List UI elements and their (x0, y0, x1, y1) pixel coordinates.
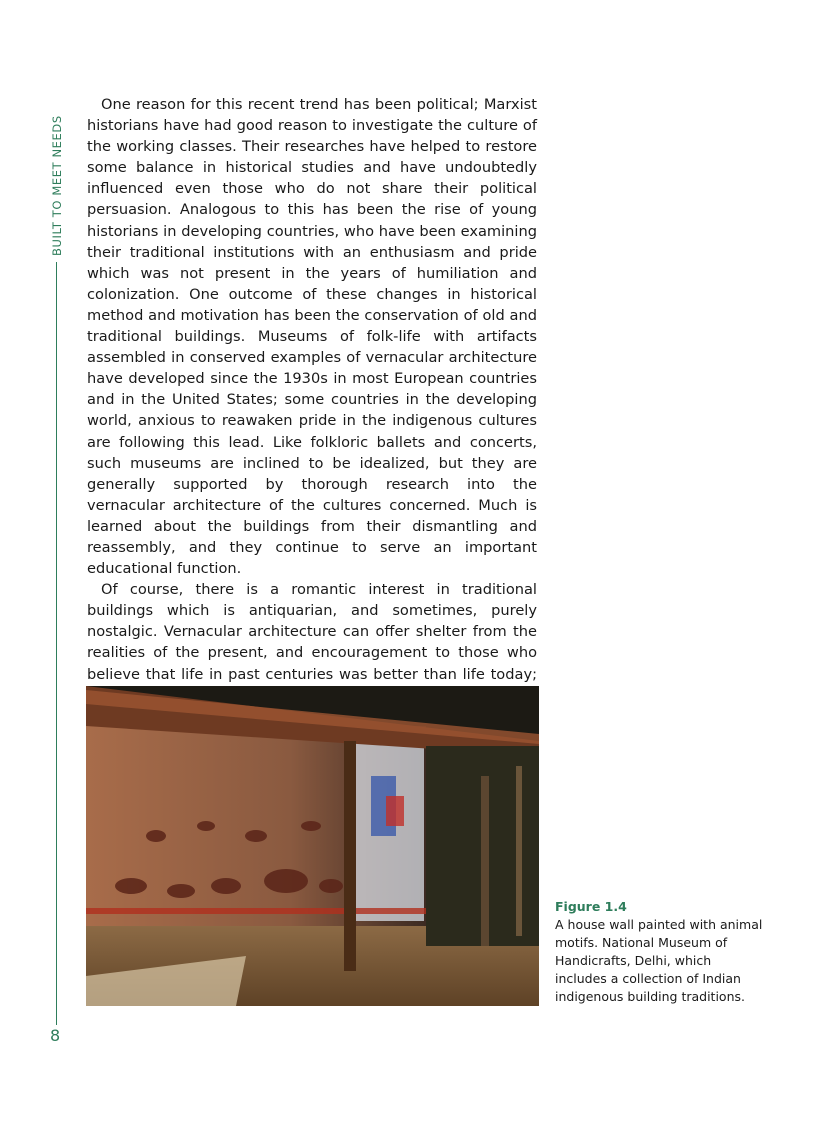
side-rule (56, 262, 57, 1025)
paragraph-1: One reason for this recent trend has been political; Marxist historians have had good reason to investigate the culture of the working classes. Their researches have helped to restore some balance in historical studies and have undoubtedly influenced even those who do not share their political persuasion. Analogous to this has been the rise of young historians in developing countries, who have been examining their traditional institutions with an enthusiasm and pride which was not present in the years of humiliation and colonization. One outcome of these changes in historical method and motivation has been the conservation of old and traditional buildings. Museums of folk-life with artifacts assembled in conserved examples of vernacular architecture have developed since the 1930s in most European countries and in the United States; some countries in the developing world, anxious to reawaken pride in the indigenous cultures are following this lead. Like folkloric ballets and concerts, such museums are inclined to be idealized, but they are generally supported by thorough research into the vernacular architecture of the cultures concerned. Much is learned about the buildings from their dismantling and reassembly, and they continue to serve an important educational function. (87, 96, 537, 578)
running-head-text: BUILT TO MEET NEEDS (50, 115, 64, 256)
figure-caption-text: A house wall painted with animal motifs. National Museum of Handicrafts, Delhi, which includes a collection of Indian indigenous building traditions. (555, 917, 763, 1004)
painted-wall-illustration (86, 686, 539, 1006)
figure-label: Figure 1.4 (555, 899, 627, 914)
running-head (49, 96, 65, 256)
wall-border-band (86, 908, 426, 914)
figure-caption (555, 899, 765, 1006)
paragraph-2: Of course, there is a romantic interest in traditional buildings which is antiquarian, and sometimes, purely nostalgic. Vernacular architecture can offer shelter from the realities of the present, and encouragement to those who believe that life in past centuries was better than life today; (87, 581, 537, 683)
wooden-post (344, 741, 356, 971)
body-text (87, 94, 537, 727)
background-post (481, 776, 489, 946)
background-post-2 (516, 766, 522, 936)
figure-photo (86, 686, 539, 1006)
red-motif (386, 796, 404, 826)
page-number: 8 (50, 1026, 61, 1045)
